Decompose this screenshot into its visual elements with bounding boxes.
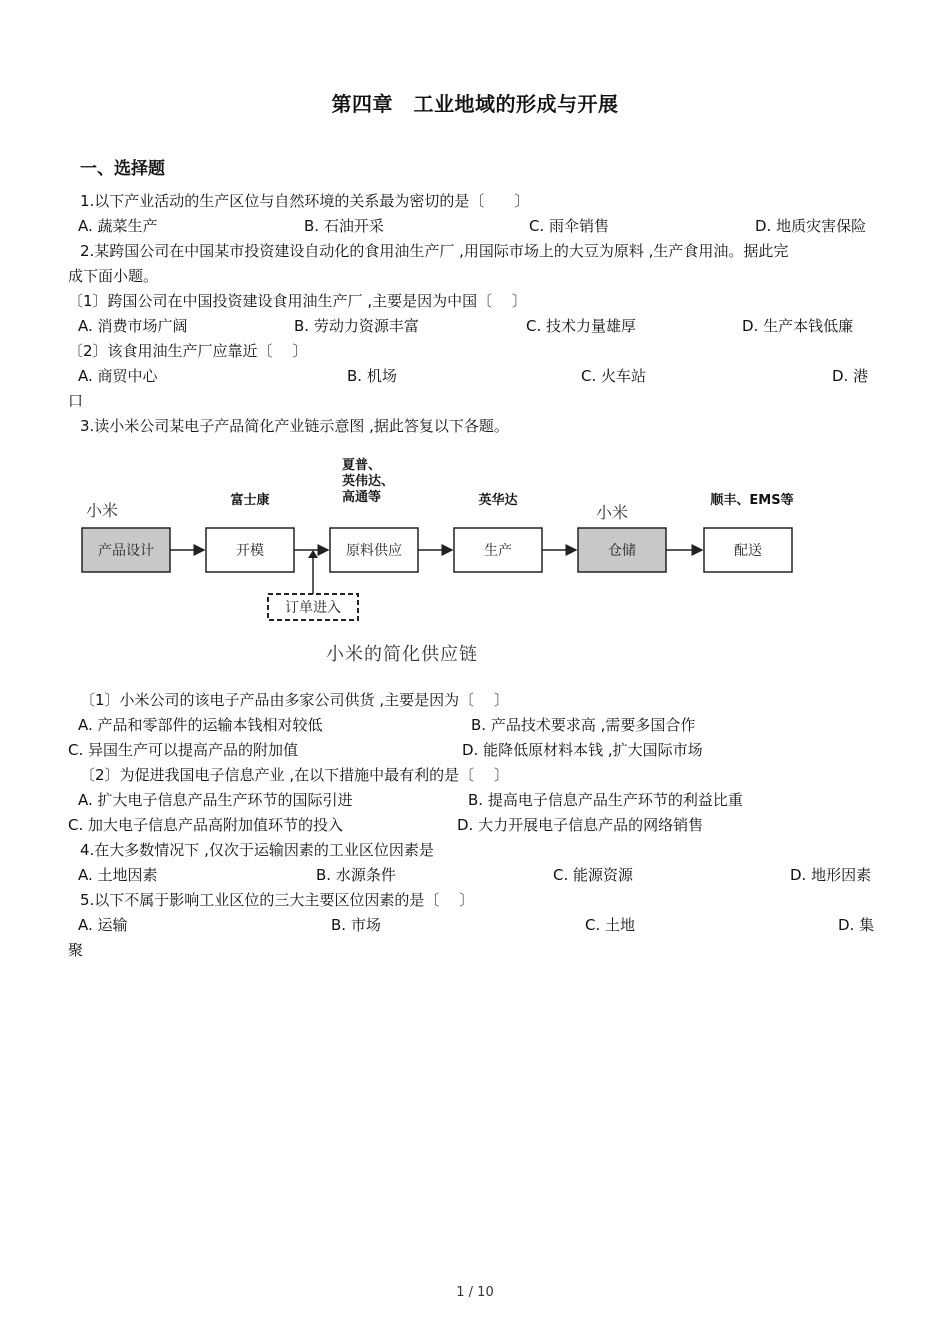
question-5-stem: 5.以下不属于影响工业区位的三大主要区位因素的是〔 〕 bbox=[80, 891, 475, 909]
q2-sub1-stem: 〔1〕跨国公司在中国投资建设食用油生产厂 ,主要是因为中国〔 〕 bbox=[68, 292, 527, 310]
supplier-line-2: 英伟达、 bbox=[342, 474, 395, 489]
question-4-stem: 4.在大多数情况下 ,仅次于运输因素的工业区位因素是 bbox=[80, 841, 434, 859]
company-suppliers bbox=[342, 458, 422, 506]
label-mold: 开模 bbox=[236, 543, 264, 559]
q4-option-a: A. 土地因素 bbox=[78, 866, 158, 884]
supplier-line-1: 夏普、 bbox=[342, 458, 382, 473]
q2-sub1-option-b: B. 劳动力资源丰富 bbox=[294, 317, 419, 335]
label-order-input: 订单进入 bbox=[285, 600, 341, 616]
q1-option-a: A. 蔬菜生产 bbox=[78, 217, 158, 235]
q3-sub2-option-a: A. 扩大电子信息产品生产环节的国际引进 bbox=[78, 791, 353, 809]
diagram-caption: 小米的简化供应链 bbox=[326, 644, 478, 665]
company-logistics: 顺丰、EMS等 bbox=[710, 493, 794, 508]
label-product-design: 产品设计 bbox=[98, 543, 154, 559]
q2-sub2-option-c: C. 火车站 bbox=[581, 367, 647, 385]
q5-option-a: A. 运输 bbox=[78, 916, 128, 934]
supplier-line-3: 高通等 bbox=[342, 490, 382, 505]
q5-option-b: B. 市场 bbox=[331, 916, 381, 934]
company-foxconn: 富士康 bbox=[230, 493, 270, 508]
company-xiaomi-design: 小米 bbox=[86, 501, 119, 520]
label-delivery: 配送 bbox=[734, 543, 762, 559]
question-2-stem: 2.某跨国公司在中国某市投资建设自动化的食用油生产厂 ,用国际市场上的大豆为原料 ,生产食用油。据此完 bbox=[80, 242, 789, 260]
q5-option-d-wrap: 聚 bbox=[68, 941, 84, 959]
q2-sub2-option-d-wrap: 口 bbox=[68, 392, 84, 410]
supply-chain-diagram bbox=[80, 456, 820, 676]
q5-option-c: C. 土地 bbox=[585, 916, 636, 934]
question-1-stem: 1.以下产业活动的生产区位与自然环境的关系最为密切的是〔 〕 bbox=[80, 192, 530, 210]
page-number: 1 / 10 bbox=[456, 1285, 494, 1300]
q3-sub2-stem: 〔2〕为促进我国电子信息产业 ,在以下措施中最有利的是〔 〕 bbox=[80, 766, 509, 784]
q2-sub1-option-c: C. 技术力量雄厚 bbox=[526, 317, 637, 335]
label-warehouse: 仓储 bbox=[608, 543, 636, 559]
question-3-stem: 3.读小米公司某电子产品简化产业链示意图 ,据此答复以下各题。 bbox=[80, 417, 509, 435]
question-2-stem-cont: 成下面小题。 bbox=[68, 267, 159, 285]
q1-option-b: B. 石油开采 bbox=[304, 217, 384, 235]
arrow-order-tip bbox=[308, 550, 318, 558]
company-inventec: 英华达 bbox=[478, 493, 518, 508]
section-heading: 一、选择题 bbox=[80, 159, 165, 179]
label-production: 生产 bbox=[484, 543, 512, 559]
q3-sub2-option-d: D. 大力开展电子信息产品的网络销售 bbox=[457, 816, 704, 834]
q4-option-d: D. 地形因素 bbox=[790, 866, 872, 884]
q1-option-c: C. 雨伞销售 bbox=[529, 217, 610, 235]
q3-sub2-option-c: C. 加大电子信息产品高附加值环节的投入 bbox=[68, 816, 344, 834]
q5-option-d: D. 集 bbox=[838, 916, 875, 934]
q4-option-b: B. 水源条件 bbox=[316, 866, 396, 884]
q3-sub2-option-b: B. 提高电子信息产品生产环节的利益比重 bbox=[468, 791, 743, 809]
q3-sub1-stem: 〔1〕小米公司的该电子产品由多家公司供货 ,主要是因为〔 〕 bbox=[80, 691, 509, 709]
q2-sub2-option-d: D. 港 bbox=[832, 367, 869, 385]
q2-sub2-stem: 〔2〕该食用油生产厂应靠近〔 〕 bbox=[68, 342, 308, 360]
label-raw-materials: 原料供应 bbox=[346, 543, 402, 559]
q3-sub1-option-b: B. 产品技术要求高 ,需要多国合作 bbox=[471, 716, 696, 734]
q2-sub2-option-a: A. 商贸中心 bbox=[78, 367, 158, 385]
company-xiaomi-warehouse: 小米 bbox=[596, 503, 629, 522]
q2-sub1-option-d: D. 生产本钱低廉 bbox=[742, 317, 854, 335]
q2-sub1-option-a: A. 消费市场广阔 bbox=[78, 317, 188, 335]
q4-option-c: C. 能源资源 bbox=[553, 866, 634, 884]
q3-sub1-option-a: A. 产品和零部件的运输本钱相对较低 bbox=[78, 716, 323, 734]
q1-option-d: D. 地质灾害保险 bbox=[755, 217, 867, 235]
q3-sub1-option-d: D. 能降低原材料本钱 ,扩大国际市场 bbox=[462, 741, 703, 759]
q3-sub1-option-c: C. 异国生产可以提高产品的附加值 bbox=[68, 741, 299, 759]
page-title: 第四章 工业地域的形成与开展 bbox=[331, 92, 619, 116]
q2-sub2-option-b: B. 机场 bbox=[347, 367, 397, 385]
